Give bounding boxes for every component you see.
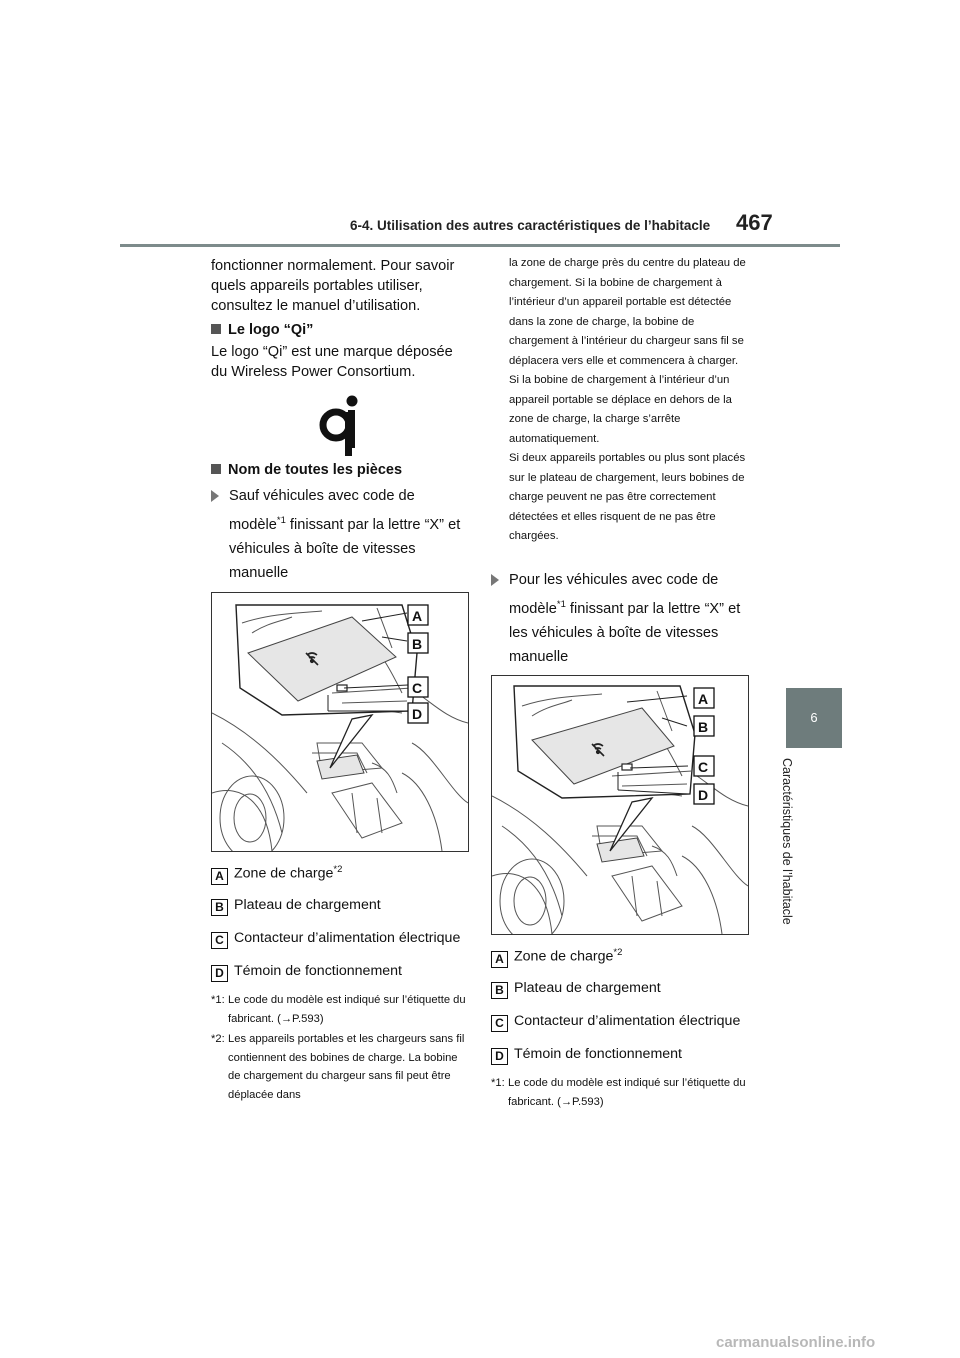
legend-text: Témoin de fonctionnement (234, 963, 402, 979)
legend-text: Zone de charge (514, 948, 614, 965)
footnote-text: Le code du modèle est indiqué sur l’étiquette du fabricant. (→P.593) (228, 994, 466, 1025)
legend-text: Zone de charge (234, 865, 334, 882)
footnote-mark: *2: (211, 1033, 225, 1045)
footnote-continued-text: la zone de charge près du centre du plateau de chargement. Si la bobine de chargement à l’intérieur d’un appareil portable est détectée dans la zone de charge, la bobine de chargement à l’intérieur du chargeur sans fil se déplacera vers elle et commencera à charger. Si la bobine de chargement à l’intérieur d’un appareil portable se déplace en dehors de la zone de charge, la charge s’arrête automatiquement. (509, 257, 746, 445)
callout-C: C (412, 680, 423, 696)
legend-item (491, 947, 751, 968)
callout-C: C (698, 759, 709, 775)
callout-D: D (698, 787, 709, 803)
legend-key: C (491, 1015, 508, 1032)
chapter-tab[interactable]: 6 (786, 688, 842, 748)
qi-heading (211, 322, 471, 338)
legend-text: Plateau de chargement (234, 897, 381, 913)
legend-item (491, 980, 751, 999)
triangle-bullet-icon (211, 490, 219, 502)
callout-A: A (412, 608, 423, 624)
square-bullet-icon (211, 464, 221, 474)
bullet-item (491, 568, 751, 670)
callout-B: B (412, 636, 423, 652)
intro-paragraph: fonctionner normalement. Pour savoir quels appareils portables utiliser, consultez le manuel d’utilisation. (211, 258, 455, 314)
legend-key: B (491, 982, 508, 999)
qi-logo-icon (318, 394, 368, 456)
legend-item (211, 864, 471, 885)
footnote (211, 1030, 471, 1104)
qi-heading-text: Le logo “Qi” (228, 322, 314, 338)
bullet-text: Sauf véhicules avec code de modèle (229, 488, 415, 533)
footnote-ref: *1 (556, 598, 566, 610)
triangle-bullet-icon (491, 574, 499, 586)
footnote-ref: *2 (613, 947, 623, 958)
footnote-ref: *1 (276, 514, 286, 526)
bullet-item (211, 484, 471, 586)
legend-item (491, 1013, 751, 1032)
callout-D: D (412, 706, 423, 722)
parts-heading (211, 462, 471, 478)
qi-paragraph: Le logo “Qi” est une marque déposée du Wireless Power Consortium. (211, 344, 453, 380)
chapter-side-label (780, 758, 804, 948)
footnote (211, 991, 471, 1028)
legend-key: A (491, 951, 508, 968)
bullet-text: finissant par la lettre “X” et les véhicules à boîte de vitesses manuelle (509, 600, 741, 666)
footnote-ref: *2 (333, 864, 343, 875)
legend-key: B (211, 899, 228, 916)
legend-key: C (211, 932, 228, 949)
footnote-text: Les appareils portables et les chargeurs sans fil contiennent des bobines de charge. La bobine de chargement du chargeur sans fil peut être déplacée dans (228, 1033, 465, 1101)
legend-key: A (211, 868, 228, 885)
footnote-continued (509, 254, 751, 547)
bullet-text: finissant par la lettre “X” et véhicules à boîte de vitesses manuelle (229, 516, 461, 582)
section-title: 6-4. Utilisation des autres caractéristiques de l’habitacle (350, 218, 711, 233)
footnote (491, 1074, 751, 1111)
callout-B: B (698, 719, 709, 735)
chapter-label-text: Caractéristiques de l’habitacle (780, 758, 794, 925)
legend-item (211, 963, 471, 982)
legend-text: Contacteur d’alimentation électrique (234, 930, 461, 946)
legend-text: Contacteur d’alimentation électrique (514, 1013, 741, 1029)
legend-key: D (491, 1048, 508, 1065)
legend-item (211, 897, 471, 916)
legend-text: Témoin de fonctionnement (514, 1046, 682, 1062)
footnote-mark: *1: (211, 994, 225, 1006)
legend-text: Plateau de chargement (514, 980, 661, 996)
legend-item (491, 1046, 751, 1065)
watermark: carmanualsonline.info (716, 1334, 876, 1351)
parts-heading-text: Nom de toutes les pièces (228, 462, 403, 478)
bullet-text: Pour les véhicules avec code de modèle (509, 572, 719, 617)
legend-key: D (211, 965, 228, 982)
charger-illustration (211, 592, 469, 852)
page-number: 467 (736, 210, 773, 235)
footnote-mark: *1: (491, 1077, 505, 1089)
legend-item (211, 930, 471, 949)
square-bullet-icon (211, 324, 221, 334)
footnote-text: Le code du modèle est indiqué sur l’étiquette du fabricant. (→P.593) (508, 1077, 746, 1108)
charger-illustration (491, 675, 749, 935)
footnote-continued-text: Si deux appareils portables ou plus sont placés sur le plateau de chargement, leurs bobines de charge peuvent ne pas être correctement détectées et elles risquent de ne pas être chargées. (509, 452, 746, 542)
callout-A: A (698, 691, 709, 707)
header-rule (120, 244, 840, 247)
